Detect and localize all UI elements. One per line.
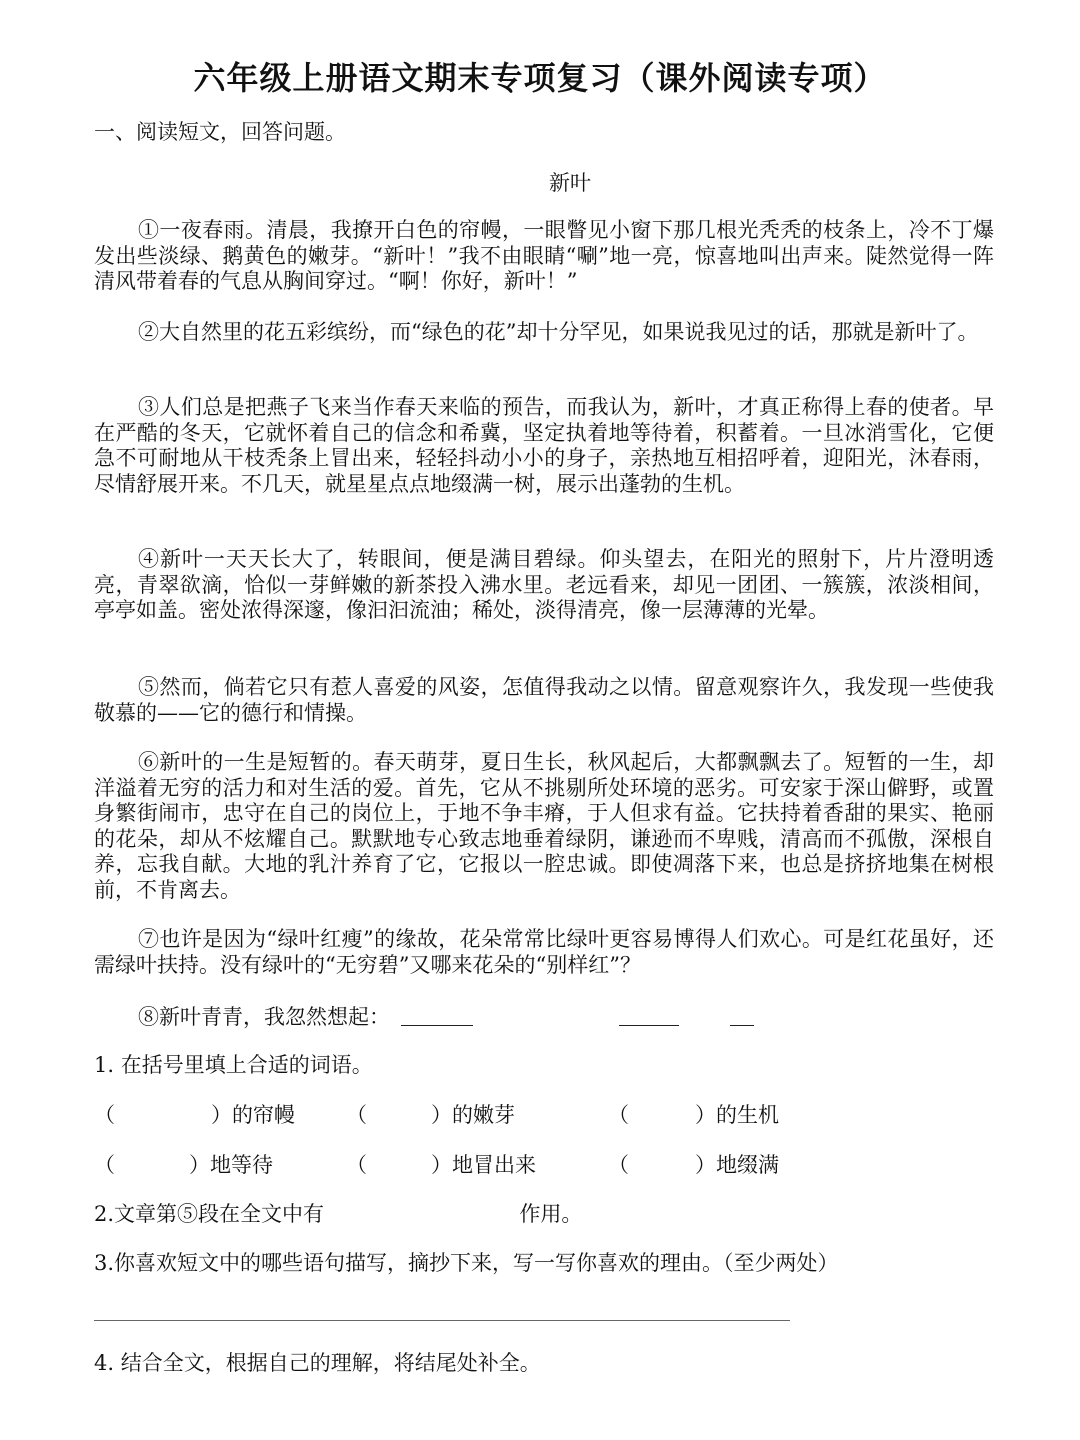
question-2-suffix: 作用。 [519,1202,583,1226]
question-1: 1. 在括号里填上合适的词语。 [94,1053,373,1077]
fill-item[interactable]: （ ）地缀满 [608,1153,779,1177]
paragraph-1: ①一夜春雨。清晨，我撩开白色的帘幔，一眼瞥见小窗下那几根光秃秃的枝条上，冷不丁爆发出些淡绿、鹅黄色的嫩芽。“新叶！”我不由眼睛“唰”地一亮，惊喜地叫出声来。陡然觉得一阵清风带着春的气息从胸间穿过。“啊！你好，新叶！” [94,218,994,293]
question-3: 3.你喜欢短文中的哪些语句描写，摘抄下来，写一写你喜欢的理由。（至少两处） [94,1251,839,1275]
fill-item[interactable]: （ ）的嫩芽 [346,1103,515,1127]
paragraph-7: ⑦也许是因为“绿叶红瘦”的缘故，花朵常常比绿叶更容易博得人们欢心。可是红花虽好，还需绿叶扶持。没有绿叶的“无穷碧”又哪来花朵的“别样红”？ [94,927,994,977]
article-title: 新叶 [549,171,591,195]
paragraph-2: ②大自然里的花五彩缤纷，而“绿色的花”却十分罕见，如果说我见过的话，那就是新叶了。 [138,320,979,344]
ending-blank-1[interactable] [401,1005,473,1026]
paragraph-6: ⑥新叶的一生是短暂的。春天萌芽，夏日生长，秋风起后，大都飘飘去了。短暂的一生，却洋溢着无穷的活力和对生活的爱。首先，它从不挑剔所处环境的恶劣。可安家于深山僻野，或置身繁街闹市，忠守在自己的岗位上，于地不争丰瘠，于人但求有益。它扶持着香甜的果实、艳丽的花朵，却从不炫耀自己。默默地专心致志地垂着绿阴，谦逊而不卑贱，清高而不孤傲，深根自养，忘我自献。大地的乳汁养育了它，它报以一腔忠诚。即使凋落下来，也总是挤挤地集在树根前，不肯离去。 [94,750,994,902]
paragraph-8 [138,1002,754,1032]
question-4: 4. 结合全文，根据自己的理解，将结尾处补全。 [94,1351,541,1375]
question-2 [94,1199,582,1229]
paragraph-4: ④新叶一天天长大了，转眼间，便是满目碧绿。仰头望去，在阳光的照射下，片片澄明透亮，青翠欲滴，恰似一芽鲜嫩的新茶投入沸水里。老远看来，却见一团团、一簇簇，浓淡相间，亭亭如盖。密处浓得深邃，像汩汩流油；稀处，淡得清亮，像一层薄薄的光晕。 [94,547,994,622]
fill-item[interactable]: （ ）地冒出来 [346,1153,536,1177]
page-title: 六年级上册语文期末专项复习（课外阅读专项） [193,59,887,97]
paragraph-5: ⑤然而，倘若它只有惹人喜爱的风姿，怎值得我动之以情。留意观察许久，我发现一些使我敬慕的——它的德行和情操。 [94,675,994,725]
section-heading: 一、阅读短文，回答问题。 [94,120,346,144]
ending-blank-3[interactable] [730,1005,754,1026]
paragraph-3: ③人们总是把燕子飞来当作春天来临的预告，而我认为，新叶，才真正称得上春的使者。早在严酷的冬天，它就怀着自己的信念和希冀，坚定执着地等待着，积蓄着。一旦冰消雪化，它便急不可耐地从干枝秃条上冒出来，轻轻抖动小小的身子，亲热地互相招呼着，迎阳光，沐春雨，尽情舒展开来。不几天，就星星点点地缀满一树，展示出蓬勃的生机。 [94,395,994,496]
fill-item[interactable]: （ ）地等待 [94,1153,273,1177]
answer-line[interactable] [94,1320,790,1321]
question-2-prefix: 2.文章第⑤段在全文中有 [94,1202,325,1226]
ending-blank-2[interactable] [619,1005,679,1026]
paragraph-8-text: ⑧新叶青青，我忽然想起： [138,1005,390,1029]
fill-item[interactable]: （ ）的生机 [608,1103,779,1127]
fill-item[interactable]: （ ）的帘幔 [94,1103,295,1127]
